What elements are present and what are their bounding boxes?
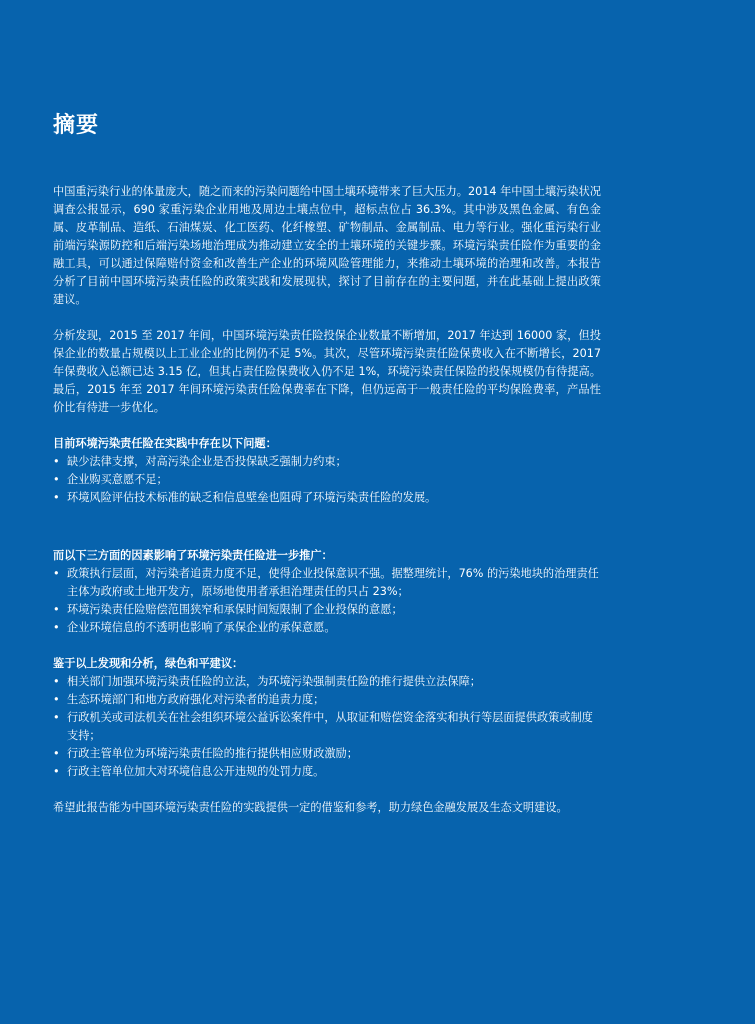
findings-paragraph: 分析发现，2015 至 2017 年间，中国环境污染责任险投保企业数量不断增加，2017 年达到 16000 家，但投保企业的数量占规模以上工业企业的比例仍不足 5%。其次，尽管环境污染责任险保费收入在不断增长，2017 年保费收入总额已达 3.15 亿，但其占责任险保费收入仍不足 1%，环境污染责任保险的投保规模仍有待提高。最后，2015 年至 2017 年间环境污染责任险保费率在下降，但仍远高于一般责任险的平均保险费率，产品性价比有待进一步优化。 (53, 329, 601, 414)
bullet-list (53, 673, 601, 781)
section-heading: 而以下三方面的因素影响了环境污染责任险进一步推广： (53, 549, 333, 562)
summary-content (53, 183, 601, 817)
list-item: • 行政主管单位为环境污染责任险的推行提供相应财政激励； (53, 745, 601, 763)
list-item: • 环境风险评估技术标准的缺乏和信息壁垒也阻碍了环境污染责任险的发展。 (53, 489, 601, 507)
list-item: • 相关部门加强环境污染责任险的立法，为环境污染强制责任险的推行提供立法保障； (53, 673, 601, 691)
list-item: • 生态环境部门和地方政府强化对污染者的追责力度； (53, 691, 601, 709)
list-item: • 行政主管单位加大对环境信息公开违规的处罚力度。 (53, 763, 601, 781)
page-title: 摘要 (53, 113, 100, 138)
list-item: • 行政机关或司法机关在社会组织环境公益诉讼案件中，从取证和赔偿资金落实和执行等层面提供政策或制度支持； (53, 709, 601, 745)
list-item: • 缺少法律支撑，对高污染企业是否投保缺乏强制力约束； (53, 453, 601, 471)
bullet-list (53, 453, 601, 507)
recommendations-section (53, 655, 601, 781)
list-item: • 政策执行层面，对污染者追责力度不足，使得企业投保意识不强。据整理统计，76% 的污染地块的治理责任主体为政府或土地开发方，原场地使用者承担治理责任的只占 23%； (53, 565, 601, 601)
section-heading: 鉴于以上发现和分析，绿色和平建议： (53, 657, 244, 670)
bullet-list (53, 565, 601, 637)
factors-section (53, 547, 601, 637)
problems-section (53, 435, 601, 507)
list-item: • 企业购买意愿不足； (53, 471, 601, 489)
section-heading: 目前环境污染责任险在实践中存在以下问题： (53, 437, 277, 450)
intro-paragraph: 中国重污染行业的体量庞大，随之而来的污染问题给中国土壤环境带来了巨大压力。2014 年中国土壤污染状况调查公报显示，690 家重污染企业用地及周边土壤点位中，超标点位占 36.3%。其中涉及黑色金属、有色金属、皮革制品、造纸、石油煤炭、化工医药、化纤橡塑、矿物制品、金属制品、电力等行业。强化重污染行业前端污染源防控和后端污染场地治理成为推动建立安全的土壤环境的关键步骤。环境污染责任险作为重要的金融工具，可以通过保障赔付资金和改善生产企业的环境风险管理能力，来推动土壤环境的治理和改善。本报告分析了目前中国环境污染责任险的政策实践和发展现状，探讨了目前存在的主要问题，并在此基础上提出政策建议。 (53, 185, 601, 306)
list-item: • 企业环境信息的不透明也影响了承保企业的承保意愿。 (53, 619, 601, 637)
closing-paragraph: 希望此报告能为中国环境污染责任险的实践提供一定的借鉴和参考，助力绿色金融发展及生态文明建设。 (53, 801, 568, 814)
list-item: • 环境污染责任险赔偿范围狭窄和承保时间短限制了企业投保的意愿； (53, 601, 601, 619)
